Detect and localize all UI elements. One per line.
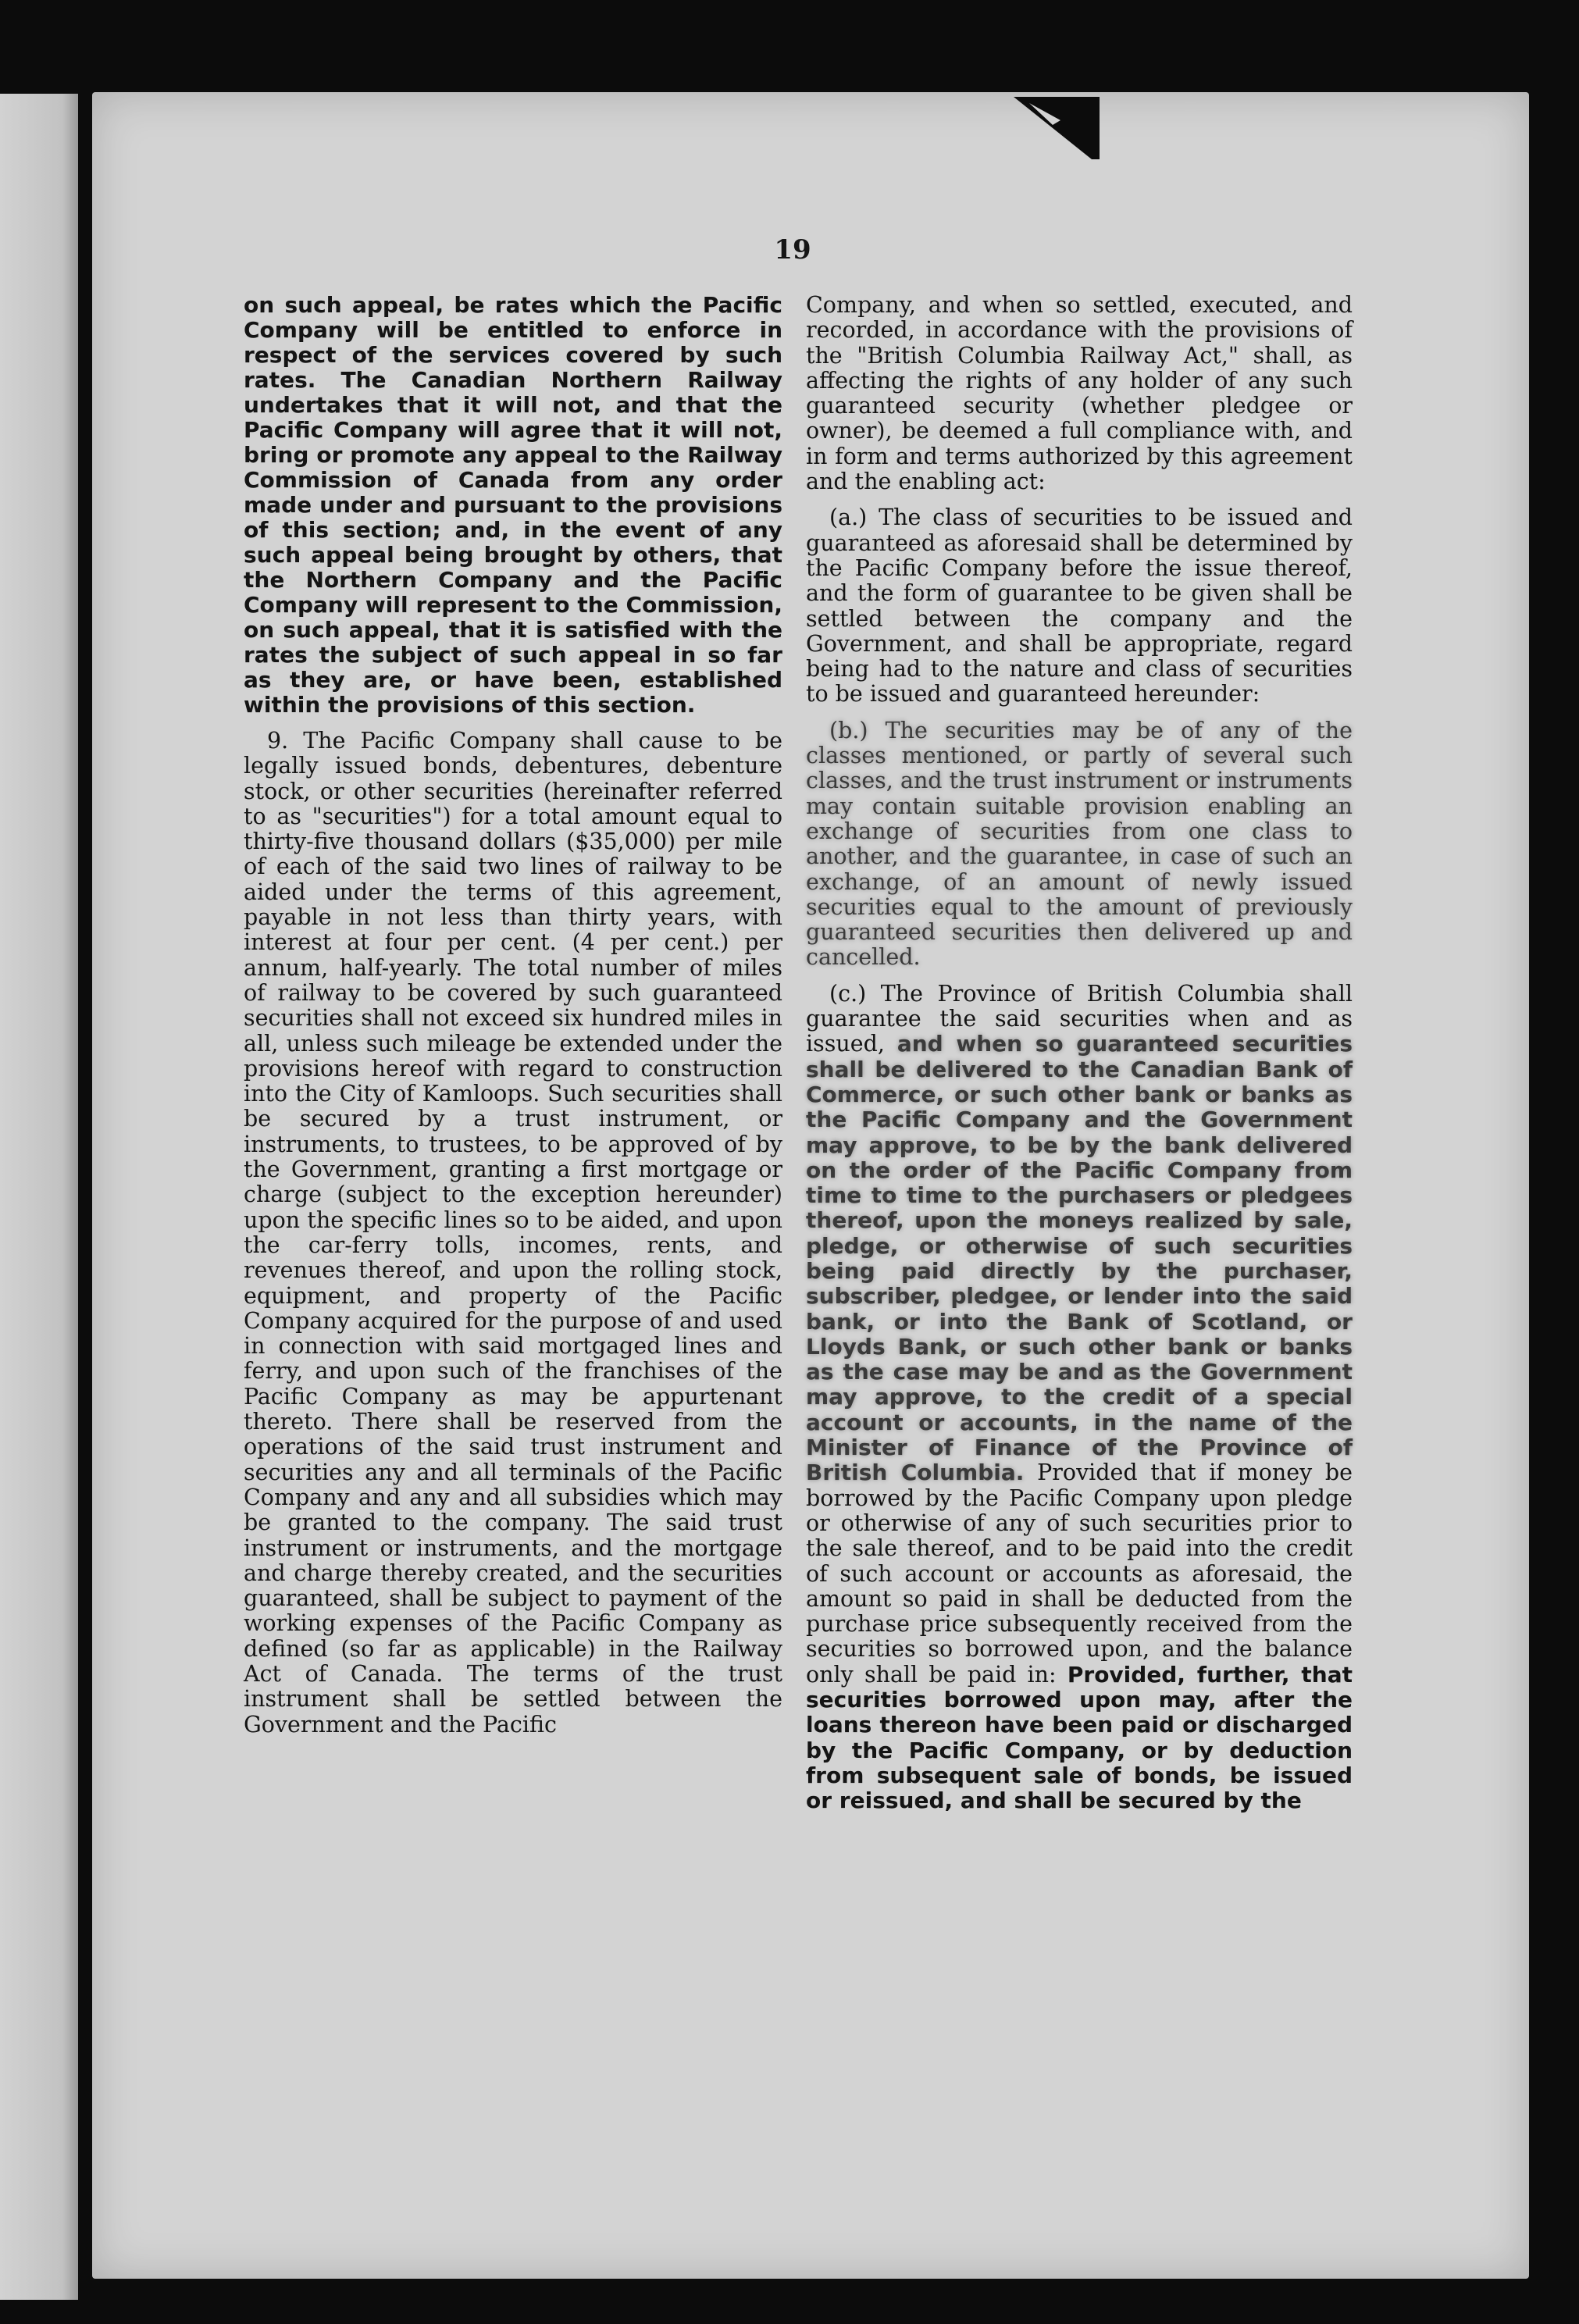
page-number: 19 bbox=[774, 234, 811, 266]
paragraph-appeal-rates: on such appeal, be rates which the Pacific Company will be entitled to enforce in respect of the services covered by such rates. The Canadian Northern Railway undertakes that it will not, and that the Pacific Company will agree that it will not, bring or promote any appeal to the Railway Commission of Canada from any order made under and pursuant to the provisions of this section; and, in the event of any such appeal being brought by others, that the Northern Company and the Pacific Company will represent to the Commission, on such appeal, that it is satisfied with the rates the subject of such appeal in so far as they are, or have been, established within the provisions of this section. bbox=[244, 292, 782, 718]
clause-c-proviso: Provided that if money be borrowed by the Pacific Company upon pledge or otherwise of any of such securities prior to the sale thereof, and to be paid into the credit of such account or accounts as aforesaid, the amount so paid in shall be deducted from the purchase price subsequently received from the securities so borrowed upon, and the balance only shall be paid in: bbox=[806, 1460, 1353, 1688]
paragraph-clause-b: (b.) The securities may be of any of the classes mentioned, or partly of several such classes, and the trust instrument or instruments may contain suitable provision enabling an exchange of securities from one class to another, and the guarantee, in case of such an exchange, of an amount of newly issued securities equal to the amount of previously guaranteed securities then delivered up and cancelled. bbox=[806, 717, 1353, 971]
left-text-column bbox=[244, 293, 782, 1748]
adjacent-page-edge bbox=[0, 94, 78, 2300]
clause-c-further-proviso: Provided, further, that securities borrowed upon may, after the loans thereon have been paid or discharged by the Pacific Company, or by deduction from subsequent sale of bonds, be issued or reissued, and shall be secured by the bbox=[806, 1661, 1353, 1814]
clause-c-start: (c.) The Province of British Columbia shall guarantee the said securities when and as issued, bbox=[806, 980, 1353, 1057]
paragraph-trust-instrument-execution: Company, and when so settled, executed, and recorded, in accordance with the provisions of the "British Columbia Railway Act," shall, as affecting the rights of any holder of any such guaranteed security (whether pledgee or owner), be deemed a full compliance with, and in form and terms authorized by this agreement and the enabling act: bbox=[806, 292, 1353, 495]
paragraph-clause-c bbox=[806, 982, 1353, 1814]
paragraph-section-9-securities: 9. The Pacific Company shall cause to be legally issued bonds, debentures, debenture stock, or other securities (hereinafter referred to as "securities") for a total amount equal to thirty-five thousand dollars ($35,000) per mile of each of the said two lines of railway to be aided under the terms of this agreement, payable in not less than thirty years, with interest at four per cent. (4 per cent.) per annum, half-yearly. The total number of miles of railway to be covered by such guaranteed securities shall not exceed six hundred miles in all, unless such mileage be extended under the provisions hereof with regard to construction into the City of Kamloops. Such securities shall be secured by a trust instrument, or instruments, to trustees, to be approved of by the Government, granting a first mortgage or charge (subject to the exception hereunder) upon the specific lines so to be aided, and upon the car-ferry tolls, incomes, rents, and revenues thereof, and upon the rolling stock, equipment, and property of the Pacific Company acquired for the purpose of and used in connection with said mortgaged lines and ferry, and upon such of the franchises of the Pacific Company as may be appurtenant thereto. There shall be reserved from the operations of the said trust instrument and securities any and all terminals of the Pacific Company and any and all subsidies which may be granted to the company. The said trust instrument or instruments, and the mortgage and charge thereby created, and the securities guaranteed, shall be subject to payment of the working expenses of the Pacific Company as defined (so far as applicable) in the Railway Act of Canada. The terms of the trust instrument shall be settled between the Government and the Pacific bbox=[244, 728, 782, 1738]
paragraph-clause-a: (a.) The class of securities to be issued and guaranteed as aforesaid shall be determined by the Pacific Company before the issue thereof, and the form of guarantee to be given shall be settled between the company and the Government, and shall be appropriate, regard being had to the nature and class of securities to be issued and guaranteed hereunder: bbox=[806, 504, 1353, 708]
corner-tear-mark bbox=[1006, 97, 1100, 159]
right-text-column bbox=[806, 293, 1353, 1814]
clause-c-bank-delivery: and when so guaranteed securities shall be delivered to the Canadian Bank of Commerce, or such other bank or banks as the Pacific Company and the Government may approve, to be by the bank delivered on the order of the Pacific Company from time to time to the purchasers or pledgees thereof, upon the moneys realized by sale, pledge, or otherwise of such securities being paid directly by the purchaser, subscriber, pledgee, or lender into the said bank, or into the Bank of Scotland, or Lloyds Bank, or such other bank or banks as the case may be and as the Government may approve, to the credit of a special account or accounts, in the name of the Minister of Finance of the Province of British Columbia. bbox=[806, 1031, 1353, 1486]
